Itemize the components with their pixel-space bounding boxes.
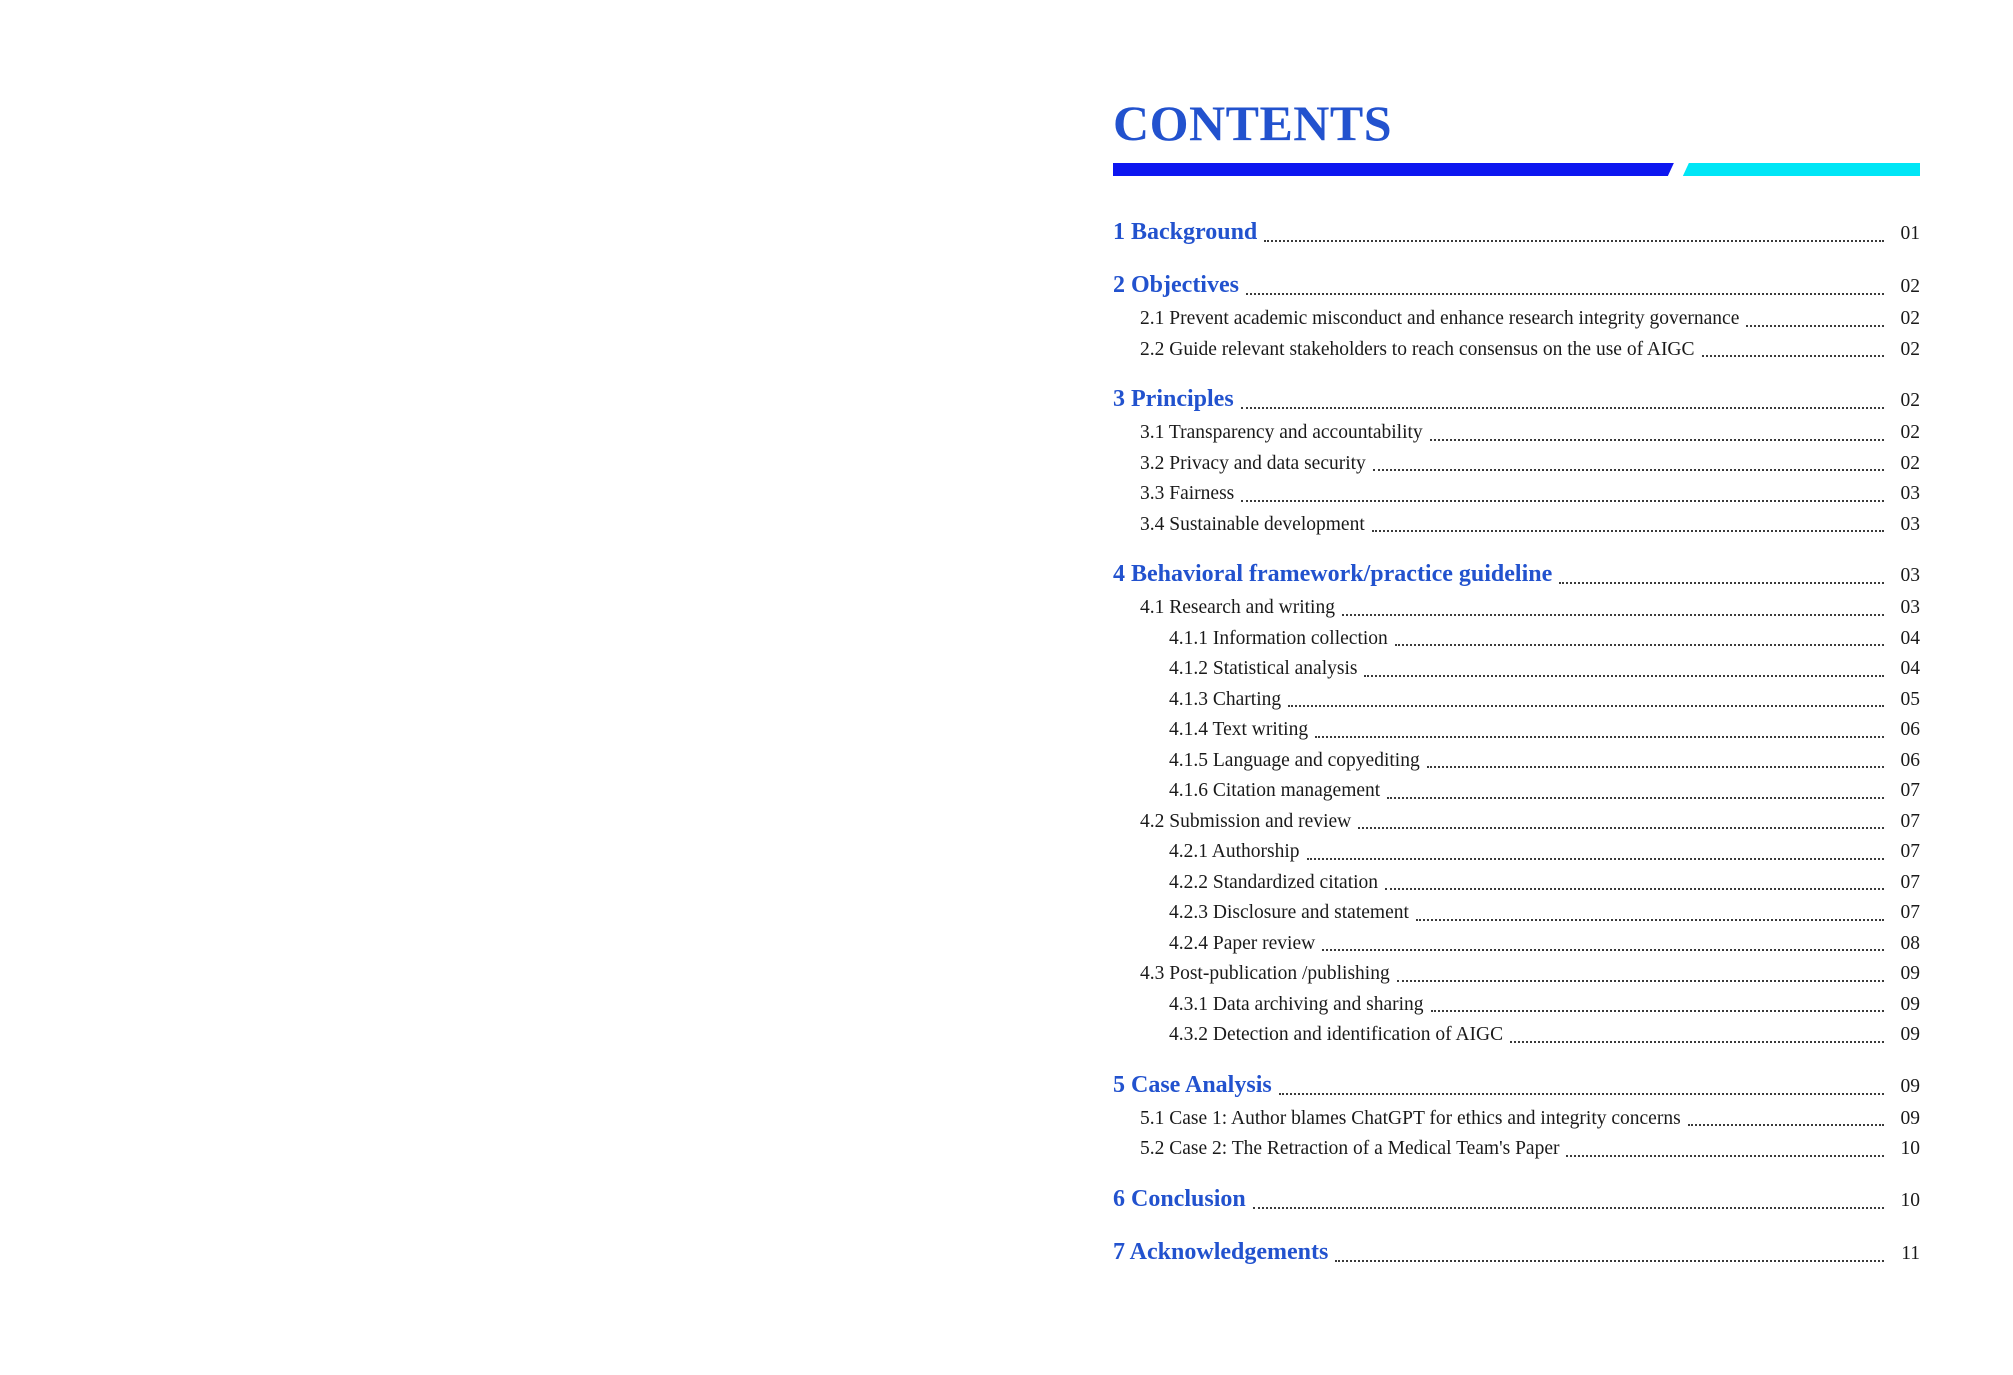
toc-entry-label: 4.1.5 Language and copyediting <box>1169 749 1420 771</box>
toc-page-number: 05 <box>1900 688 1920 710</box>
dot-leader <box>1559 582 1884 584</box>
dot-leader <box>1342 614 1884 616</box>
dot-leader <box>1364 675 1884 677</box>
dot-leader <box>1387 797 1884 799</box>
toc-entry-label: 6 Conclusion <box>1113 1185 1246 1212</box>
toc-entry <box>1113 654 1920 685</box>
page-title: CONTENTS <box>1113 95 1393 151</box>
toc-entry-label: 4.1.1 Information collection <box>1169 627 1388 649</box>
toc-page-number: 09 <box>1900 1075 1920 1097</box>
dot-leader <box>1253 1207 1884 1209</box>
toc-entry-label: 7 Acknowledgements <box>1113 1238 1329 1265</box>
toc-page-number: 09 <box>1900 1107 1920 1129</box>
toc-page-number: 02 <box>1900 390 1920 411</box>
toc-entry-label: 2 Objectives <box>1113 272 1239 298</box>
toc-entry-label: 4.1.3 Charting <box>1169 688 1282 710</box>
dot-leader <box>1397 980 1884 982</box>
toc-entry <box>1113 1020 1920 1051</box>
toc-page-number: 02 <box>1900 276 1920 297</box>
toc-entry-label: 5 Case Analysis <box>1113 1071 1272 1098</box>
toc-entry-label: 4.1.4 Text writing <box>1169 719 1309 740</box>
toc-entry-label: 4.3.2 Detection and identification of AIGC <box>1169 1024 1504 1045</box>
toc-entry <box>1113 1104 1920 1135</box>
toc-entry <box>1113 556 1920 593</box>
toc-entry-label: 4.2.1 Authorship <box>1169 841 1300 862</box>
toc-entry <box>1113 304 1920 335</box>
toc-entry-label: 4.3.1 Data archiving and sharing <box>1169 993 1424 1015</box>
dot-leader <box>1385 888 1884 890</box>
toc-page-number: 11 <box>1901 1242 1920 1264</box>
toc-entry-label: 4.1.6 Citation management <box>1169 780 1381 801</box>
toc-entry <box>1113 479 1920 510</box>
toc-entry-label: 4 Behavioral framework/practice guideline <box>1113 561 1553 587</box>
toc-entry <box>1113 214 1920 251</box>
toc-entry-label: 5.1 Case 1: Author blames ChatGPT for ethics and integrity concerns <box>1140 1107 1681 1129</box>
toc-entry-label: 5.2 Case 2: The Retraction of a Medical Team's Paper <box>1140 1138 1560 1159</box>
dot-leader <box>1241 407 1884 409</box>
toc-page-number: 07 <box>1900 841 1920 862</box>
toc-entry-label: 3.4 Sustainable development <box>1140 513 1365 535</box>
toc-entry <box>1113 510 1920 541</box>
toc-page-number: 09 <box>1900 993 1920 1015</box>
toc-page-number: 07 <box>1900 902 1920 923</box>
toc-content <box>1113 95 1920 1271</box>
toc-entry-label: 3.3 Fairness <box>1140 483 1235 504</box>
toc-entry <box>1113 715 1920 746</box>
dot-leader <box>1335 1260 1884 1262</box>
toc-entry <box>1113 776 1920 807</box>
dot-leader <box>1416 919 1884 921</box>
dot-leader <box>1307 858 1884 860</box>
toc-entry-label: 4.2.4 Paper review <box>1169 932 1316 954</box>
toc-list <box>1113 214 1920 1271</box>
dot-leader <box>1358 827 1884 829</box>
toc-page-number: 04 <box>1900 627 1920 649</box>
bar-blue-segment <box>1113 163 1674 176</box>
toc-entry-label: 4.1 Research and writing <box>1140 597 1335 618</box>
toc-entry-label: 3 Principles <box>1113 386 1234 412</box>
toc-entry <box>1113 267 1920 304</box>
title-underline-bar <box>1113 163 1920 176</box>
toc-entry <box>1113 335 1920 366</box>
toc-entry <box>1113 593 1920 624</box>
dot-leader <box>1322 949 1884 951</box>
toc-entry <box>1113 837 1920 868</box>
toc-page-number: 03 <box>1900 483 1920 504</box>
toc-page-number: 07 <box>1900 871 1920 893</box>
toc-page-number: 09 <box>1900 963 1920 984</box>
toc-entry <box>1113 1234 1920 1271</box>
toc-entry-label: 4.2.3 Disclosure and statement <box>1169 902 1409 923</box>
dot-leader <box>1702 355 1884 357</box>
toc-page-number: 07 <box>1900 810 1920 832</box>
toc-entry-label: 2.2 Guide relevant stakeholders to reach consensus on the use of AIGC <box>1140 338 1695 360</box>
toc-entry <box>1113 898 1920 929</box>
dot-leader <box>1241 500 1884 502</box>
toc-page-number: 02 <box>1900 422 1920 443</box>
toc-page-number: 07 <box>1900 780 1920 801</box>
toc-page-number: 10 <box>1900 1138 1920 1159</box>
toc-entry-label: 4.2.2 Standardized citation <box>1169 871 1379 893</box>
toc-page-number: 10 <box>1900 1189 1920 1211</box>
toc-entry-label: 4.3 Post-publication /publishing <box>1140 963 1390 984</box>
dot-leader <box>1246 293 1884 295</box>
toc-entry <box>1113 959 1920 990</box>
toc-page-number: 03 <box>1900 565 1920 586</box>
toc-entry <box>1113 1134 1920 1165</box>
toc-page-number: 03 <box>1900 597 1920 618</box>
dot-leader <box>1288 705 1884 707</box>
dot-leader <box>1688 1124 1884 1126</box>
toc-entry-label: 4.1.2 Statistical analysis <box>1169 658 1358 679</box>
toc-entry <box>1113 807 1920 838</box>
dot-leader <box>1510 1041 1884 1043</box>
toc-entry <box>1113 1067 1920 1104</box>
toc-entry-label: 4.2 Submission and review <box>1140 810 1352 832</box>
toc-page-number: 06 <box>1900 749 1920 771</box>
dot-leader <box>1746 325 1884 327</box>
toc-entry <box>1113 449 1920 480</box>
toc-entry <box>1113 868 1920 899</box>
toc-entry-label: 3.2 Privacy and data security <box>1140 452 1366 474</box>
dot-leader <box>1566 1155 1884 1157</box>
toc-entry-label: 2.1 Prevent academic misconduct and enhance research integrity governance <box>1140 308 1740 329</box>
toc-entry <box>1113 929 1920 960</box>
toc-entry <box>1113 624 1920 655</box>
toc-entry <box>1113 990 1920 1021</box>
toc-entry <box>1113 685 1920 716</box>
dot-leader <box>1431 1010 1884 1012</box>
toc-page-number: 02 <box>1900 452 1920 474</box>
dot-leader <box>1264 240 1884 242</box>
toc-page-number: 03 <box>1900 513 1920 535</box>
dot-leader <box>1373 469 1884 471</box>
toc-entry <box>1113 1181 1920 1218</box>
toc-entry <box>1113 746 1920 777</box>
dot-leader <box>1395 644 1884 646</box>
dot-leader <box>1279 1093 1884 1095</box>
toc-entry <box>1113 418 1920 449</box>
toc-page-number: 09 <box>1900 1024 1920 1045</box>
toc-page-number: 06 <box>1900 719 1920 740</box>
toc-entry-label: 3.1 Transparency and accountability <box>1140 422 1423 443</box>
bar-gap <box>1674 163 1683 176</box>
toc-page-number: 02 <box>1900 338 1920 360</box>
dot-leader <box>1315 736 1884 738</box>
toc-entry <box>1113 381 1920 418</box>
dot-leader <box>1372 530 1884 532</box>
bar-cyan-segment <box>1683 163 1920 176</box>
toc-page-number: 02 <box>1900 308 1920 329</box>
toc-entry-label: 1 Background <box>1113 219 1258 245</box>
toc-page-number: 08 <box>1900 932 1920 954</box>
dot-leader <box>1427 766 1884 768</box>
toc-page-number: 01 <box>1900 223 1920 244</box>
toc-page-number: 04 <box>1900 658 1920 679</box>
dot-leader <box>1430 439 1884 441</box>
